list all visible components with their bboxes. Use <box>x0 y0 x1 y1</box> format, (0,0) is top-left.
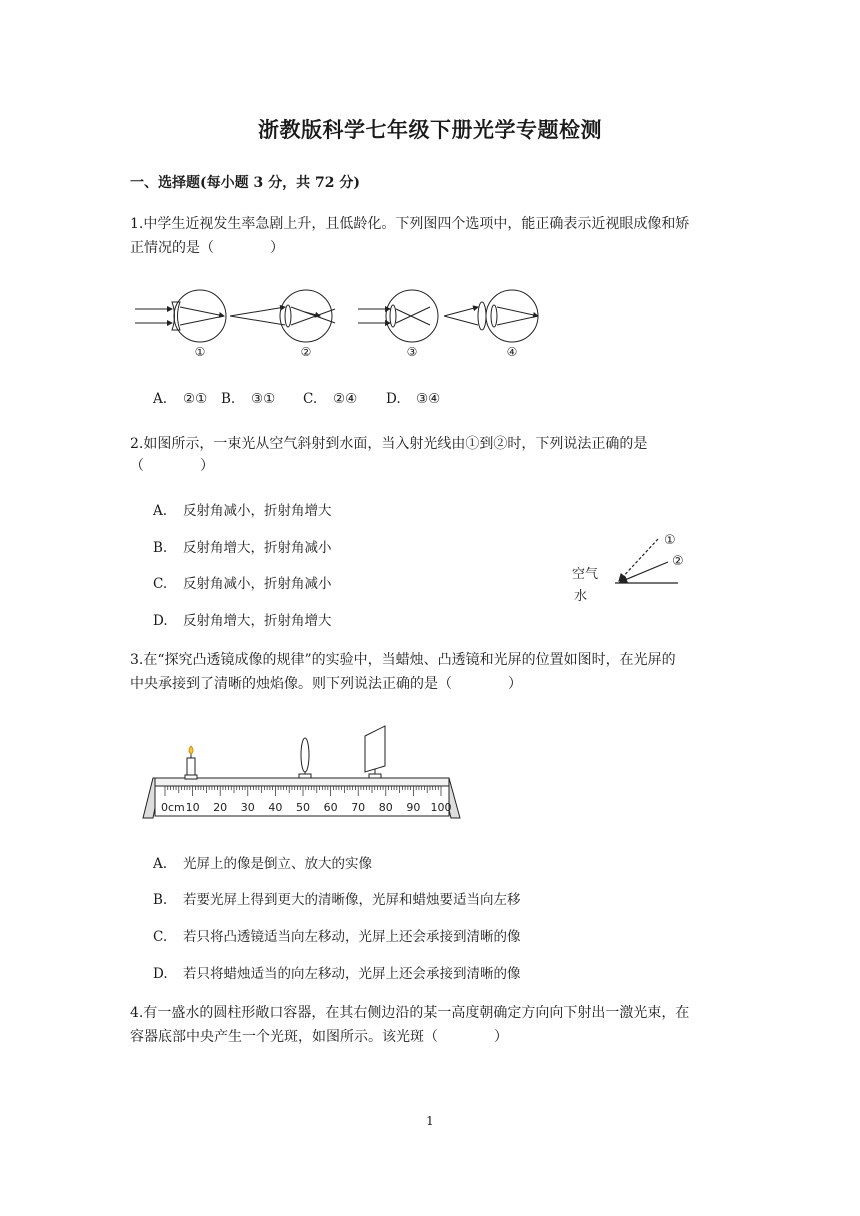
ray-1-label: ① <box>664 533 676 548</box>
q3-option-b[interactable]: B. 若要光屏上得到更大的清晰像，光屏和蜡烛要适当向左移 <box>153 892 521 908</box>
q2-stem-line1: 2.如图所示，一束光从空气斜射到水面，当入射光线由①到②时，下列说法正确的是 <box>130 436 648 452</box>
page-title: 浙教版科学七年级下册光学专题检测 <box>258 117 602 142</box>
eye-diagram-1 <box>135 290 226 342</box>
page-number: 1 <box>426 1114 434 1128</box>
eye-diagram-2 <box>230 290 335 342</box>
eye-diagram-3 <box>358 290 438 342</box>
q2-option-a[interactable]: A. 反射角减小，折射角增大 <box>153 503 332 519</box>
q1-option-b[interactable]: B. ③① <box>221 391 276 407</box>
eye-label-1: ① <box>194 345 206 359</box>
air-label: 空气 <box>572 567 599 582</box>
ruler-label: 30 <box>240 801 255 814</box>
q4-stem-line1: 4.有一盛水的圆柱形敞口容器，在其右侧边沿的某一高度朝确定方向向下射出一激光束，在 <box>130 1005 690 1021</box>
candle <box>185 746 197 779</box>
eye-diagram-4 <box>444 290 538 342</box>
q2-refraction-diagram <box>560 528 690 608</box>
ruler-label: 10 <box>185 801 200 814</box>
ray-2-label: ② <box>672 554 684 569</box>
q3-option-c[interactable]: C. 若只将凸透镜适当向左移动，光屏上还会承接到清晰的像 <box>153 929 521 945</box>
q1-option-d[interactable]: D. ③④ <box>386 391 441 407</box>
q3-option-a[interactable]: A. 光屏上的像是倒立、放大的实像 <box>153 856 372 872</box>
q1-eye-diagrams <box>130 285 550 365</box>
q1-options <box>153 391 440 407</box>
q4-stem-line2: 容器底部中央产生一个光斑，如图所示。该光斑（ ） <box>130 1029 508 1045</box>
ruler-label: 80 <box>378 801 393 814</box>
water-label: 水 <box>574 589 588 604</box>
q1-stem-line1: 1.中学生近视发生率急剧上升，且低龄化。下列图四个选项中，能正确表示近视眼成像和矫 <box>130 216 690 232</box>
q1-stem-line2: 正情况的是（ ） <box>130 240 284 256</box>
ruler-label: 20 <box>213 801 228 814</box>
eye-label-4: ④ <box>506 345 518 359</box>
q2-stem-line2: （ ） <box>130 458 214 474</box>
ruler-label: 70 <box>351 801 366 814</box>
q2-option-b[interactable]: B. 反射角增大，折射角减小 <box>153 540 332 556</box>
q1-option-c[interactable]: C. ②④ <box>303 391 358 407</box>
ruler-label: 100 <box>430 801 452 814</box>
convex-lens <box>299 738 311 778</box>
ruler-label: 40 <box>268 801 283 814</box>
q3-option-d[interactable]: D. 若只将蜡烛适当的向左移动，光屏上还会承接到清晰的像 <box>153 966 521 982</box>
eye-label-3: ③ <box>406 345 418 359</box>
ruler-label: 90 <box>406 801 421 814</box>
ruler-label: 50 <box>296 801 310 814</box>
section-heading: 一、选择题(每小题 3 分，共 72 分) <box>130 175 360 191</box>
q3-stem-line1: 3.在“探究凸透镜成像的规律”的实验中，当蜡烛、凸透镜和光屏的位置如图时，在光屏的 <box>130 652 676 668</box>
q3-optical-bench <box>135 720 480 822</box>
q2-option-c[interactable]: C. 反射角减小，折射角减小 <box>153 576 332 592</box>
bench-rail <box>155 778 449 786</box>
q1-option-a[interactable]: A. ②① <box>153 391 208 407</box>
ruler-label: 0cm <box>161 801 185 814</box>
ruler-label: 60 <box>323 801 338 814</box>
q2-option-d[interactable]: D. 反射角增大，折射角增大 <box>153 613 332 629</box>
q3-stem-line2: 中央承接到了清晰的烛焰像。则下列说法正确的是（ ） <box>130 676 522 692</box>
eye-label-2: ② <box>300 345 312 359</box>
light-screen <box>365 726 385 778</box>
